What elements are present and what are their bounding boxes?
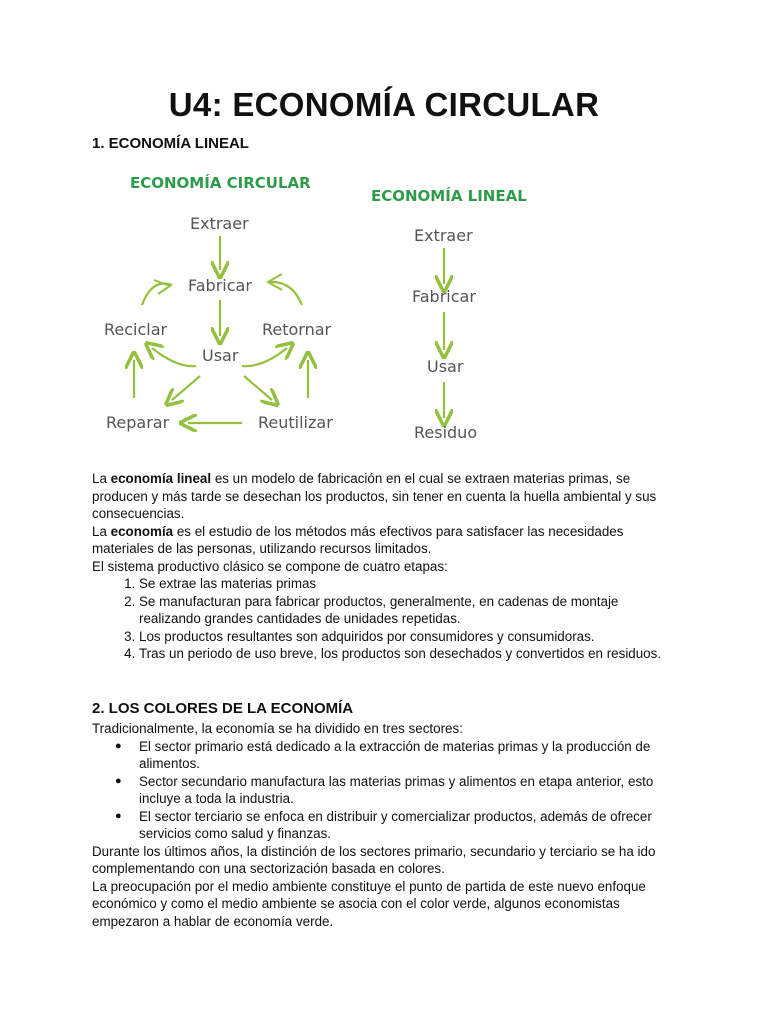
circular-node-reciclar: Reciclar: [104, 320, 168, 339]
circular-node-retornar: Retornar: [262, 320, 332, 339]
arrow-usar-reutilizar: [244, 376, 272, 400]
lineal-node-fabricar: Fabricar: [412, 287, 476, 306]
list-item: 3. Los productos resultantes son adquiridos por consumidores y consumidoras.: [139, 628, 682, 646]
list-item: ● El sector primario está dedicado a la extracción de materias primas y la producción de alimentos.: [139, 738, 682, 773]
economy-diagram: [92, 160, 532, 455]
list-item: 2. Se manufacturan para fabricar productos, generalmente, en cadenas de montaje realizando grandes cantidades de unidades repetidas.: [139, 593, 682, 628]
paragraph-distincion: Durante los últimos años, la distinción de los sectores primario, secundario y terciario se ha ido complementando con una sectorización basada en colores.: [92, 843, 656, 876]
page-title: U4: ECONOMÍA CIRCULAR: [168, 86, 600, 123]
text: La: [92, 471, 111, 486]
bold-term: economía: [110, 523, 174, 539]
arrow-usar-retornar: [242, 348, 287, 366]
arrow-usar-reciclar: [152, 348, 196, 366]
section-heading-colores: 2. LOS COLORES DE LA ECONOMÍA: [92, 700, 354, 717]
circular-node-fabricar: Fabricar: [188, 276, 252, 295]
section-heading-economia-lineal: 1. ECONOMÍA LINEAL: [92, 135, 249, 152]
text: es el estudio de los métodos más efectivos para satisfacer las necesidades materiales de las personas, utilizando recursos limitados.: [92, 523, 624, 556]
list-item: ● El sector terciario se enfoca en distribuir y comercializar productos, además de ofrecer servicios como salud y finanzas.: [139, 808, 682, 843]
arrow-usar-reparar: [172, 376, 200, 400]
lineal-title: ECONOMÍA LINEAL: [371, 187, 527, 205]
list-item: ● Sector secundario manufactura las materias primas y alimentos en etapa anterior, esto incluye a toda la industria.: [139, 773, 682, 808]
text: es un modelo de fabricación en el cual se extraen materias primas, se producen y más tarde se desechan los productos, sin tener en cuenta la huella ambiental y sus consecuencias.: [92, 471, 657, 521]
text: La: [92, 523, 111, 539]
section2-body: [92, 720, 682, 930]
lineal-node-extraer: Extraer: [414, 226, 473, 245]
circular-node-reutilizar: Reutilizar: [258, 413, 333, 432]
arrow-head-left: [154, 280, 170, 294]
steps-list: [92, 575, 682, 663]
circular-title: ECONOMÍA CIRCULAR: [130, 174, 311, 192]
paragraph-intro: Tradicionalmente, la economía se ha dividido en tres sectores:: [92, 721, 463, 736]
paragraph-sistema: El sistema productivo clásico se compone de cuatro etapas:: [92, 558, 448, 574]
paragraph-economia: [92, 523, 682, 558]
circular-node-usar: Usar: [202, 346, 239, 365]
section1-body: [92, 470, 682, 663]
bold-term: economía lineal: [110, 471, 212, 486]
lineal-node-residuo: Residuo: [414, 423, 478, 442]
diagram-svg: [92, 160, 532, 455]
list-item: 4. Tras un periodo de uso breve, los productos son desechados y convertidos en residuos.: [139, 645, 682, 663]
sectors-list: [92, 738, 682, 843]
list-item: 1. Se extrae las materias primas: [139, 575, 682, 593]
lineal-node-usar: Usar: [427, 357, 464, 376]
circular-node-extraer: Extraer: [190, 214, 249, 233]
paragraph-economia-lineal: [92, 470, 682, 523]
paragraph-preocupacion: La preocupación por el medio ambiente constituye el punto de partida de este nuevo enfoque económico y como el medio ambiente se asocia con el color verde, algunos economistas empezaron a hablar de economía verde.: [92, 878, 646, 929]
circular-node-reparar: Reparar: [106, 413, 170, 432]
